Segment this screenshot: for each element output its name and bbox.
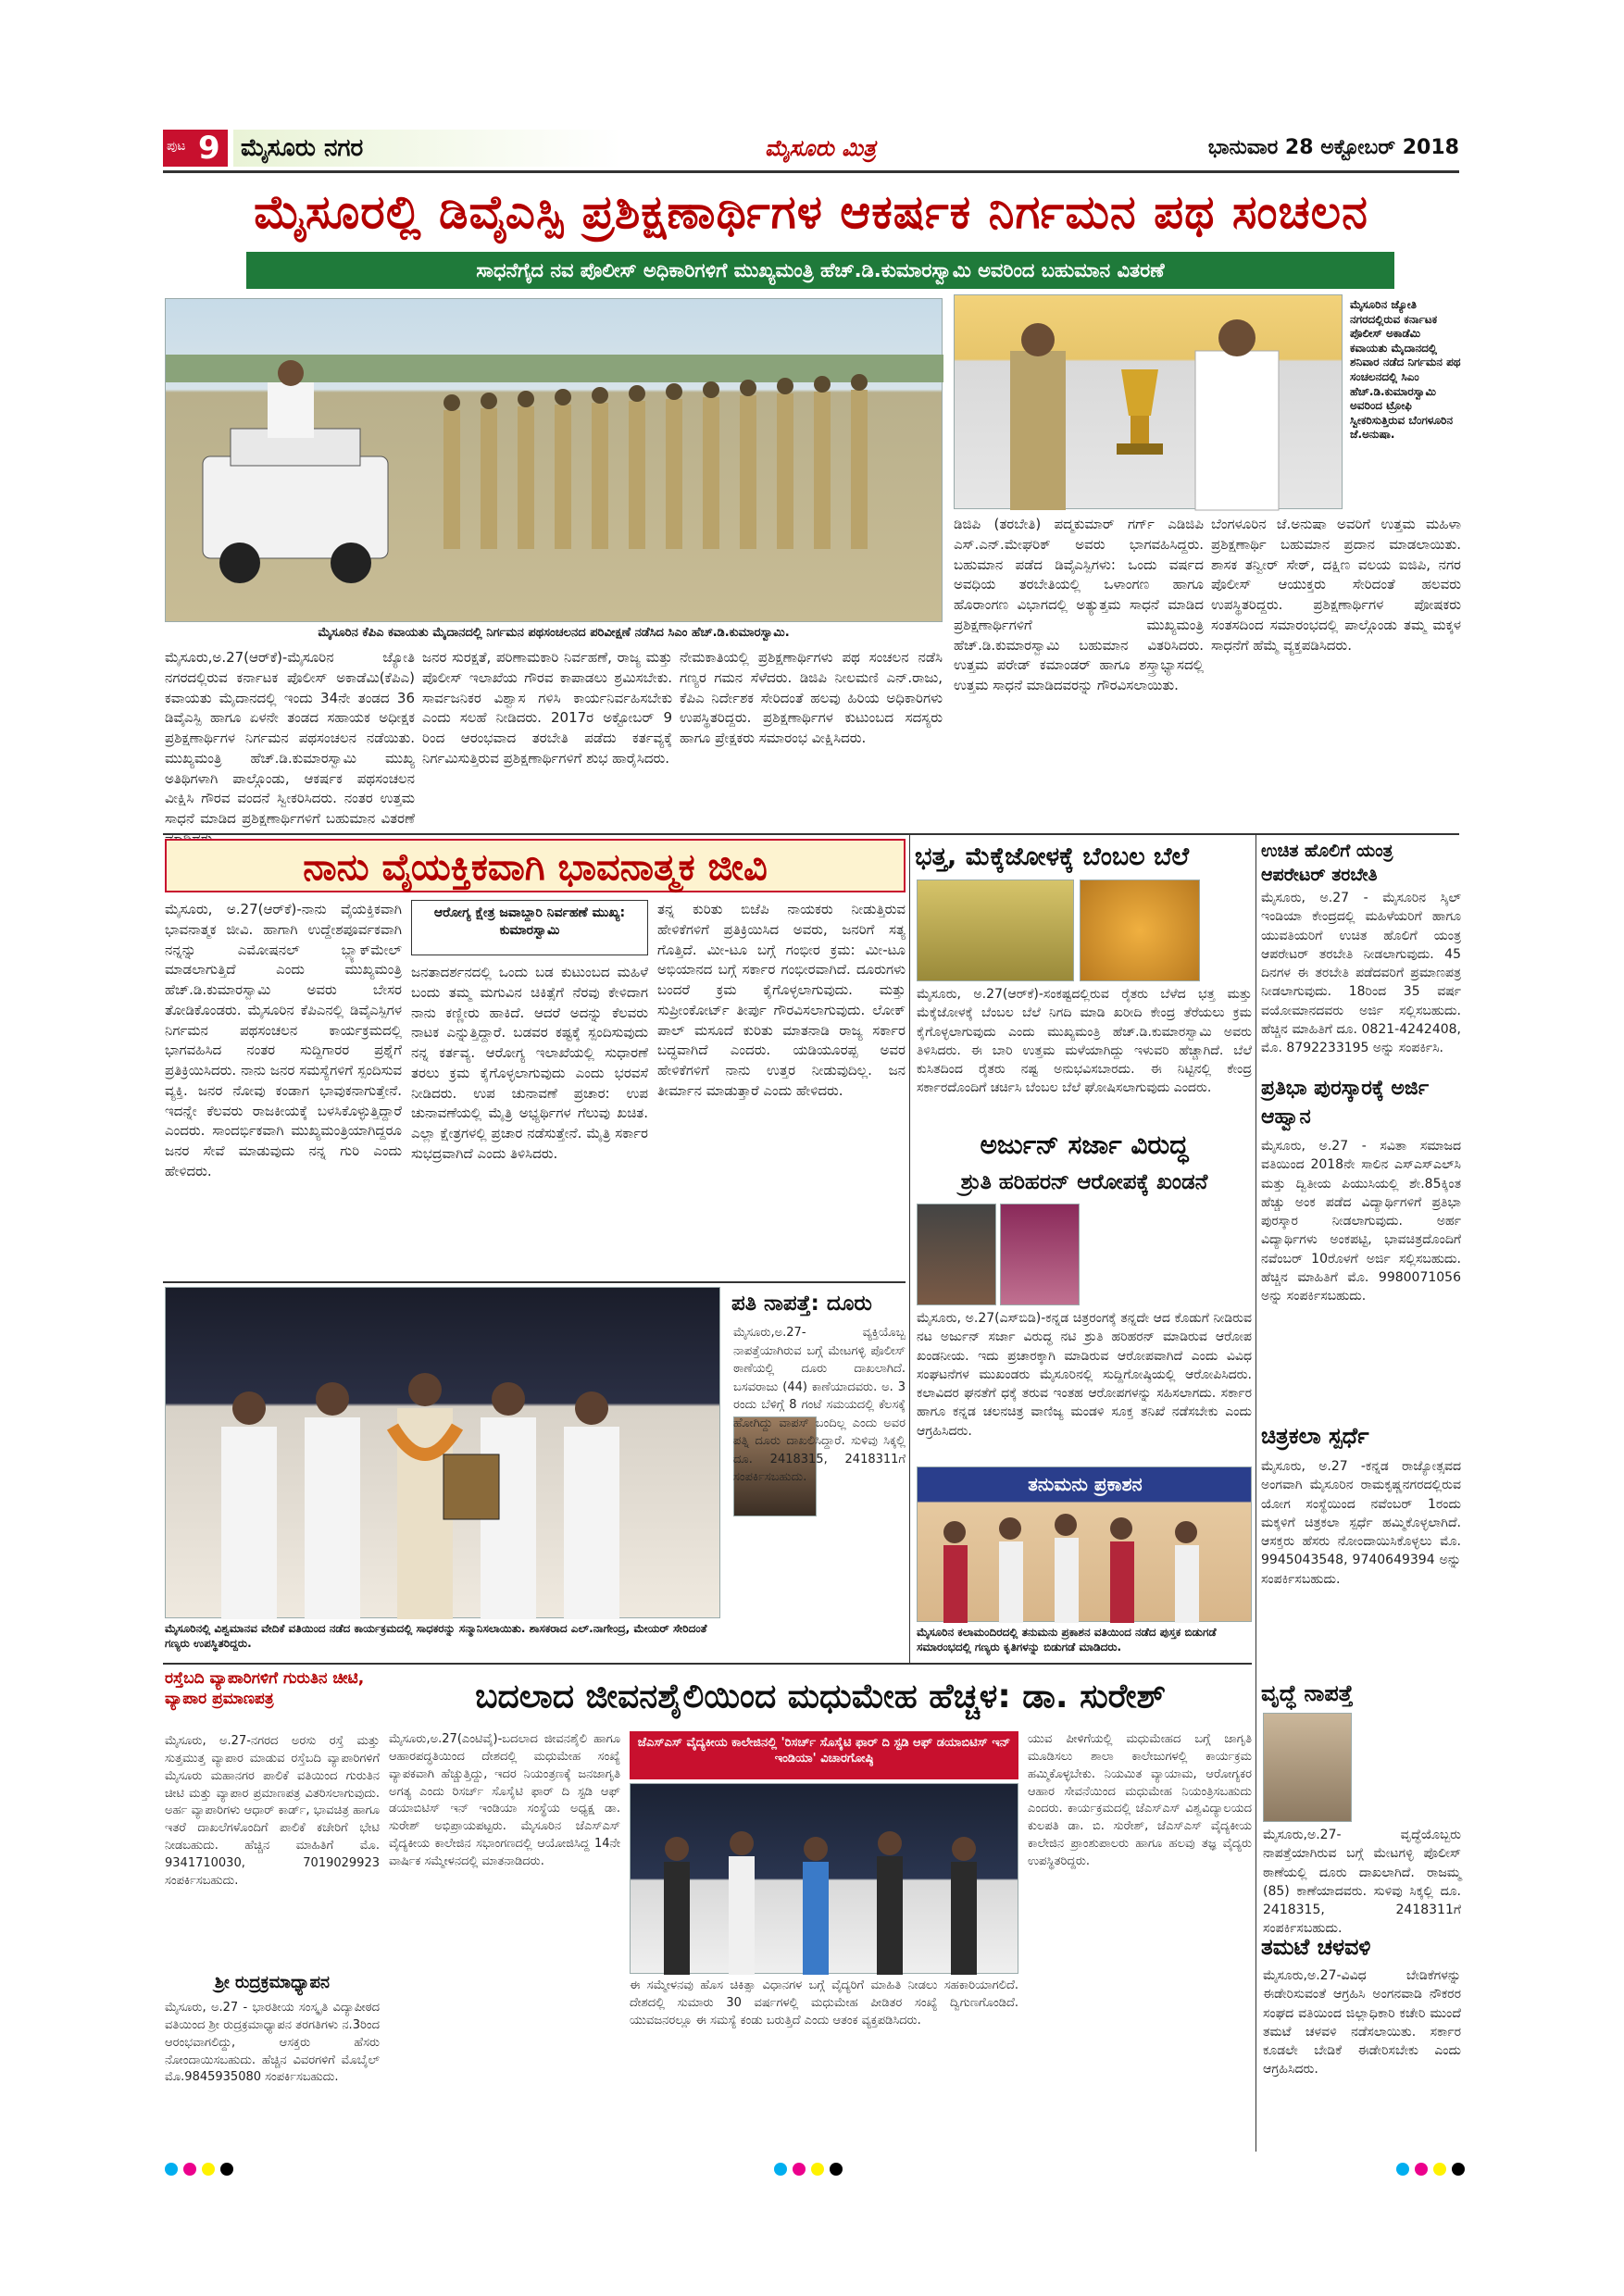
missing-husband-body: ಮೈಸೂರು,ಅ.27- ವ್ಯಕ್ತಿಯೊಬ್ಬ ನಾಪತ್ತೆಯಾಗಿರುವ ಬಗ್ಗೆ ಮೇಟಗಳ್ಳಿ ಪೊಲೀಸ್ ಠಾಣೆಯಲ್ಲಿ ದೂರು ದಾಖಲಾಗಿದೆ. ಬಸವರಾಜು (44) ಕಾಣೆಯಾದವರು. ಅ. 3 ರಂದು ಬೆಳಿಗ್ಗೆ 8 ಗಂಟೆ ಸಮಯದಲ್ಲಿ ಕೆಲಸಕ್ಕೆ ಹೋಗಿದ್ದು ವಾಪಸ್ ಬಂದಿಲ್ಲ ಎಂದು ಅವರ ಪತ್ನಿ ದೂರು ದಾಖಲಿಸಿದ್ದಾರೆ. ಸುಳಿವು ಸಿಕ್ಕಲ್ಲಿ ದೂ. 2418315, 2418311ಗೆ ಸಂಪರ್ಕಿಸಬಹುದು.: [733, 1326, 906, 1484]
parade-photo: [165, 298, 943, 622]
art-body: ಮೈಸೂರು, ಅ.27 -ಕನ್ನಡ ರಾಜ್ಯೋತ್ಸವದ ಅಂಗವಾಗಿ ಮೈಸೂರಿನ ರಾಮಕೃಷ್ಣನಗರದಲ್ಲಿರುವ ಯೋಗ ಸಂಸ್ಥೆಯಿಂದ ನವೆಂಬರ್ 1ರಂದು ಮಕ್ಕಳಿಗೆ ಚಿತ್ರಕಲಾ ಸ್ಪರ್ಧೆ ಹಮ್ಮಿಕೊಳ್ಳಲಾಗಿದೆ. ಆಸಕ್ತರು ಹೆಸರು ನೋಂದಾಯಿಸಿಕೊಳ್ಳಲು ಮೊ. 9945043548, 9740649394 ಅನ್ನು ಸಂಪರ್ಕಿಸಬಹುದು.: [1261, 1459, 1461, 1587]
book-release-illustration: [918, 1467, 1253, 1623]
emotional-body-right: ತನ್ನ ಕುರಿತು ಬಿಜೆಪಿ ನಾಯಕರು ನೀಡುತ್ತಿರುವ ಹೇಳಿಕೆಗಳಿಗೆ ಪ್ರತಿಕ್ರಿಯಿಸಿದ ಅವರು, ಜನರಿಗೆ ಸತ್ಯ ಗೊತ್ತಿದೆ. ಮೀ-ಟೂ ಬಗ್ಗೆ ಗಂಭೀರ ಕ್ರಮ: ಮೀ-ಟೂ ಅಭಿಯಾನದ ಬಗ್ಗೆ ಸರ್ಕಾರ ಗಂಭೀರವಾಗಿದೆ. ದೂರುಗಳು ಬಂದರೆ ಕ್ರಮ ಕೈಗೊಳ್ಳಲಾಗುವುದು. ಮತ್ತು ಸುಪ್ರೀಂಕೋರ್ಟ್ ತೀರ್ಪು ಗೌರವಿಸಲಾಗುವುದು. ಲೋಕ್ ಪಾಲ್ ಮಸೂದೆ ಕುರಿತು ಮಾತನಾಡಿ ರಾಜ್ಯ ಸರ್ಕಾರ ಬದ್ಧವಾಗಿದೆ ಎಂದರು. ಯಡಿಯೂರಪ್ಪ ಅವರ ಹೇಳಿಕೆಗಳಿಗೆ ನಾನು ಉತ್ತರ ನೀಡುವುದಿಲ್ಲ. ಜನ ತೀರ್ಮಾನ ಮಾಡುತ್ತಾರೆ ಎಂದು ಹೇಳಿದರು.: [657, 901, 906, 1099]
arjun-headline-2: ಶ್ರುತಿ ಹರಿಹರನ್ ಆರೋಪಕ್ಕೆ ಖಂಡನೆ: [960, 1170, 1208, 1194]
diabetes-illustration: [631, 1784, 1019, 1975]
registration-dot-yellow-center: [811, 2163, 824, 2176]
book-release-photo: [917, 1466, 1252, 1622]
arjun-headline-1: ಅರ್ಜುನ್ ಸರ್ಜಾ ವಿರುದ್ಧ: [980, 1129, 1189, 1160]
traders-body: ಮೈಸೂರು, ಅ.27-ನಗರದ ಅರಸು ರಸ್ತೆ ಮತ್ತು ಸುತ್ತಮುತ್ತ ವ್ಯಾಪಾರ ಮಾಡುವ ರಸ್ತೆಬದಿ ವ್ಯಾಪಾರಿಗಳಿಗೆ ಮೈಸೂರು ಮಹಾನಗರ ಪಾಲಿಕೆ ವತಿಯಿಂದ ಗುರುತಿನ ಚೀಟಿ ಮತ್ತು ವ್ಯಾಪಾರ ಪ್ರಮಾಣಪತ್ರ ವಿತರಿಸಲಾಗುವುದು. ಅರ್ಹ ವ್ಯಾಪಾರಿಗಳು ಆಧಾರ್ ಕಾರ್ಡ್, ಭಾವಚಿತ್ರ ಹಾಗೂ ಇತರೆ ದಾಖಲೆಗಳೊಂದಿಗೆ ಪಾಲಿಕೆ ಕಚೇರಿಗೆ ಭೇಟಿ ನೀಡಬಹುದು. ಹೆಚ್ಚಿನ ಮಾಹಿತಿಗೆ ಮೊ. 9341710030, 7019029923 ಸಂಪರ್ಕಿಸಬಹುದು.: [165, 1734, 380, 1888]
arjun-body: ಮೈಸೂರು, ಅ.27(ಎಸ್‌ಬಿಡಿ)-ಕನ್ನಡ ಚಿತ್ರರಂಗಕ್ಕೆ ತನ್ನದೇ ಆದ ಕೊಡುಗೆ ನೀಡಿರುವ ನಟ ಅರ್ಜುನ್ ಸರ್ಜಾ ವಿರುದ್ಧ ನಟಿ ಶ್ರುತಿ ಹರಿಹರನ್ ಮಾಡಿರುವ ಆರೋಪ ಖಂಡನೀಯ. ಇದು ಪ್ರಚಾರಕ್ಕಾಗಿ ಮಾಡಿರುವ ಆರೋಪವಾಗಿದೆ ಎಂದು ವಿವಿಧ ಸಂಘಟನೆಗಳ ಮುಖಂಡರು ಮೈಸೂರಿನಲ್ಲಿ ಸುದ್ದಿಗೋಷ್ಠಿಯಲ್ಲಿ ಆರೋಪಿಸಿದರು. ಕಲಾವಿದರ ಘನತೆಗೆ ಧಕ್ಕೆ ತರುವ ಇಂತಹ ಆರೋಪಗಳನ್ನು ಸಹಿಸಲಾಗದು. ಸರ್ಕಾರ ಹಾಗೂ ಕನ್ನಡ ಚಲನಚಿತ್ರ ವಾಣಿಜ್ಯ ಮಂಡಳಿ ಸೂಕ್ತ ತನಿಖೆ ನಡೆಸಬೇಕು ಎಂದು ಆಗ್ರಹಿಸಿದರು.: [917, 1311, 1252, 1439]
registration-dot-black: [220, 2163, 233, 2176]
elder-photo: [1263, 1713, 1352, 1822]
registration-dot-magenta-center: [793, 2163, 806, 2176]
section-divider-1: [163, 833, 1459, 835]
trophy-photo: [954, 294, 1343, 509]
lead-body-col-2: ಜನರ ಸುರಕ್ಷತೆ, ಪರಿಣಾಮಕಾರಿ ನಿರ್ವಹಣೆ, ರಾಜ್ಯ ಮತ್ತು ಪೊಲೀಸ್ ಇಲಾಖೆಯ ಗೌರವ ಕಾಪಾಡಲು ಶ್ರಮಿಸಬೇಕು. ಸಾರ್ವಜನಿಕರ ವಿಶ್ವಾಸ ಗಳಿಸಿ ಕಾರ್ಯನಿರ್ವಹಿಸಬೇಕು ಎಂದು ಸಲಹೆ ನೀಡಿದರು. 2017ರ ಅಕ್ಟೋಬರ್ 9 ರಿಂದ ಆರಂಭವಾದ ತರಬೇತಿ ಪಡೆದು ಕರ್ತವ್ಯಕ್ಕೆ ನಿರ್ಗಮಿಸುತ್ತಿರುವ ಪ್ರಶಿಕ್ಷಣಾರ್ಥಿಗಳಿಗೆ ಶುಭ ಹಾರೈಸಿದರು.: [422, 649, 672, 767]
registration-dot-cyan: [165, 2163, 178, 2176]
paddy-body: ಮೈಸೂರು, ಅ.27(ಆರ್‌ಕೆ)-ಸಂಕಷ್ಟದಲ್ಲಿರುವ ರೈತರು ಬೆಳೆದ ಭತ್ತ ಮತ್ತು ಮೆಕ್ಕೆಜೋಳಕ್ಕೆ ಬೆಂಬಲ ಬೆಲೆ ನಿಗದಿ ಮಾಡಿ ಖರೀದಿ ಕೇಂದ್ರ ತೆರೆಯಲು ಕ್ರಮ ಕೈಗೊಳ್ಳಲಾಗುವುದು ಎಂದು ಮುಖ್ಯಮಂತ್ರಿ ಹೆಚ್.ಡಿ.ಕುಮಾರಸ್ವಾಮಿ ಅವರು ತಿಳಿಸಿದರು. ಈ ಬಾರಿ ಉತ್ತಮ ಮಳೆಯಾಗಿದ್ದು ಇಳುವರಿ ಹೆಚ್ಚಾಗಿದೆ. ಬೆಲೆ ಕುಸಿತದಿಂದ ರೈತರು ನಷ್ಟ ಅನುಭವಿಸಬಾರದು. ಈ ನಿಟ್ಟಿನಲ್ಲಿ ಕೇಂದ್ರ ಸರ್ಕಾರದೊಂದಿಗೆ ಚರ್ಚಿಸಿ ಬೆಂಬಲ ಬೆಲೆ ಘೋಷಿಸಲಾಗುವುದು ಎಂದರು.: [917, 987, 1252, 1096]
emotional-subheading: ಆರೋಗ್ಯ ಕ್ಷೇತ್ರ ಜವಾಬ್ದಾರಿ ನಿರ್ವಹಣೆ ಮುಖ್ಯ: ಕುಮಾರಸ್ವಾಮಿ: [433, 905, 626, 938]
registration-dot-magenta: [183, 2163, 196, 2176]
shruti-photo: [1000, 1204, 1080, 1305]
diabetes-body-right: ಯುವ ಪೀಳಿಗೆಯಲ್ಲಿ ಮಧುಮೇಹದ ಬಗ್ಗೆ ಜಾಗೃತಿ ಮೂಡಿಸಲು ಶಾಲಾ ಕಾಲೇಜುಗಳಲ್ಲಿ ಕಾರ್ಯಕ್ರಮ ಹಮ್ಮಿಕೊಳ್ಳಬೇಕು. ನಿಯಮಿತ ವ್ಯಾಯಾಮ, ಆರೋಗ್ಯಕರ ಆಹಾರ ಸೇವನೆಯಿಂದ ಮಧುಮೇಹ ನಿಯಂತ್ರಿಸಬಹುದು ಎಂದರು. ಕಾರ್ಯಕ್ರಮದಲ್ಲಿ ಜೆಎಸ್‌ಎಸ್ ವಿಶ್ವವಿದ್ಯಾಲಯದ ಕುಲಪತಿ ಡಾ. ಬಿ. ಸುರೇಶ್, ಜೆಎಸ್‌ಎಸ್ ವೈದ್ಯಕೀಯ ಕಾಲೇಜಿನ ಪ್ರಾಂಶುಪಾಲರು ಹಾಗೂ ಹಲವು ತಜ್ಞ ವೈದ್ಯರು ಉಪಸ್ಥಿತರಿದ್ದರು.: [1028, 1732, 1252, 1868]
diabetes-banner: ಜೆಎಸ್‌ಎಸ್ ವೈದ್ಯಕೀಯ ಕಾಲೇಜಿನಲ್ಲಿ 'ರಿಸರ್ಚ್ ಸೊಸೈಟಿ ಫಾರ್ ದಿ ಸ್ಟಡಿ ಆಫ್ ಡಯಾಬಿಟಿಸ್ ಇನ್ ಇಂಡಿಯಾ' ವಿಚಾರಗೋಷ್ಠಿ: [630, 1731, 1018, 1779]
lead-body-col-4: ಡಿಜಿಪಿ (ತರಬೇತಿ) ಪದ್ಮಕುಮಾರ್ ಗರ್ಗ್ ಎಡಿಜಿಪಿ ಎಸ್.ಎನ್.ಮೇಘರಿಕ್ ಅವರು ಭಾಗವಹಿಸಿದ್ದರು. ಬಹುಮಾನ ಪಡೆದ ಡಿವೈಎಸ್ಪಿಗಳು: ಒಂದು ವರ್ಷದ ಅವಧಿಯ ತರಬೇತಿಯಲ್ಲಿ ಒಳಾಂಗಣ ಹಾಗೂ ಹೊರಾಂಗಣ ವಿಭಾಗದಲ್ಲಿ ಅತ್ಯುತ್ತಮ ಸಾಧನೆ ಮಾಡಿದ ಪ್ರಶಿಕ್ಷಣಾರ್ಥಿಗಳಿಗೆ ಮುಖ್ಯಮಂತ್ರಿ ಹೆಚ್.ಡಿ.ಕುಮಾರಸ್ವಾಮಿ ಬಹುಮಾನ ವಿತರಿಸಿದರು. ಉತ್ತಮ ಪರೇಡ್ ಕಮಾಂಡರ್ ಹಾಗೂ ಶಸ್ತ್ರಾಭ್ಯಾಸದಲ್ಲಿ ಉತ್ತಮ ಸಾಧನೆ ಮಾಡಿದವರನ್ನು ಗೌರವಿಸಲಾಯಿತು.: [954, 516, 1204, 693]
trophy-illustration: [955, 295, 1343, 510]
lead-body-col-1: ಮೈಸೂರು,ಅ.27(ಆರ್‌ಕೆ)-ಮೈಸೂರಿನ ಜ್ಯೋತಿ ನಗರದಲ್ಲಿರುವ ಕರ್ನಾಟಕ ಪೊಲೀಸ್ ಅಕಾಡೆಮಿ(ಕೆಪಿಎ) ಕವಾಯತು ಮೈದಾನದಲ್ಲಿ ಇಂದು 34ನೇ ತಂಡದ 36 ಡಿವೈಎಸ್ಪಿ ಹಾಗೂ ಏಳನೇ ತಂಡದ ಸಹಾಯಕ ಅಧೀಕ್ಷಕ ಪ್ರಶಿಕ್ಷಣಾರ್ಥಿಗಳ ನಿರ್ಗಮನ ಪಥಸಂಚಲನ ನಡೆಯಿತು. ಮುಖ್ಯಮಂತ್ರಿ ಹೆಚ್.ಡಿ.ಕುಮಾರಸ್ವಾಮಿ ಮುಖ್ಯ ಅತಿಥಿಗಳಾಗಿ ಪಾಲ್ಗೊಂಡು, ಆಕರ್ಷಕ ಪಥಸಂಚಲನ ವೀಕ್ಷಿಸಿ ಗೌರವ ವಂದನೆ ಸ್ವೀಕರಿಸಿದರು. ನಂತರ ಉತ್ತಮ ಸಾಧನೆ ಮಾಡಿದ ಪ್ರಶಿಕ್ಷಣಾರ್ಥಿಗಳಿಗೆ ಬಹುಮಾನ ವಿತರಣೆ: [165, 649, 415, 827]
registration-dot-yellow: [202, 2163, 215, 2176]
emotional-headline: ನಾನು ವೈಯಕ್ತಿಕವಾಗಿ ಭಾವನಾತ್ಮಕ ಜೀವಿ: [165, 839, 906, 892]
missing-husband-headline: ಪತಿ ನಾಪತ್ತೆ: ದೂರು: [731, 1292, 872, 1316]
page-date: ಭಾನುವಾರ 28 ಅಕ್ಟೋಬರ್ 2018: [1207, 136, 1459, 159]
traders-headline: ರಸ್ತೆಬದಿ ವ್ಯಾಪಾರಿಗಳಿಗೆ ಗುರುತಿನ ಚೀಟಿ, ವ್ಯಾಪಾರ ಪ್ರಮಾಣಪತ್ರ: [165, 1669, 365, 1709]
lead-body-col-3: ನೇಮಕಾತಿಯಲ್ಲಿ ಪ್ರಶಿಕ್ಷಣಾರ್ಥಿಗಳು ಪಥ ಸಂಚಲನ ನಡೆಸಿ ಗಣ್ಯರ ಗಮನ ಸೆಳೆದರು. ಡಿಜಿಪಿ ನೀಲಮಣಿ ಎನ್.ರಾಜು, ಕೆಪಿಎ ನಿರ್ದೇಶಕ ಸೇರಿದಂತೆ ಹಲವು ಹಿರಿಯ ಅಧಿಕಾರಿಗಳು ಉಪಸ್ಥಿತರಿದ್ದರು. ಪ್ರಶಿಕ್ಷಣಾರ್ಥಿಗಳ ಕುಟುಂಬದ ಸದಸ್ಯರು ಹಾಗೂ ಪ್ರೇಕ್ಷಕರು ಸಮಾರಂಭ ವೀಕ್ಷಿಸಿದರು.: [680, 649, 943, 746]
page-number: 9: [198, 130, 220, 167]
diabetes-photo: [630, 1783, 1018, 1974]
page-number-box: [163, 130, 228, 167]
emotional-body-mid: ಜನತಾದರ್ಶನದಲ್ಲಿ ಒಂದು ಬಡ ಕುಟುಂಬದ ಮಹಿಳೆ ಬಂದು ತಮ್ಮ ಮಗುವಿನ ಚಿಕಿತ್ಸೆಗೆ ನೆರವು ಕೇಳಿದಾಗ ನಾನು ಕಣ್ಣೀರು ಹಾಕಿದೆ. ಆದರೆ ಅದನ್ನು ಕೆಲವರು ನಾಟಕ ಎನ್ನುತ್ತಿದ್ದಾರೆ. ಬಡವರ ಕಷ್ಟಕ್ಕೆ ಸ್ಪಂದಿಸುವುದು ನನ್ನ ಕರ್ತವ್ಯ. ಆರೋಗ್ಯ ಇಲಾಖೆಯಲ್ಲಿ ಸುಧಾರಣೆ ತರಲು ಕ್ರಮ ಕೈಗೊಳ್ಳಲಾಗುವುದು ಎಂದು ಭರವಸೆ ನೀಡಿದರು. ಉಪ ಚುನಾವಣೆ ಪ್ರಚಾರ: ಉಪ ಚುನಾವಣೆಯಲ್ಲಿ ಮೈತ್ರಿ ಅಭ್ಯರ್ಥಿಗಳ ಗೆಲುವು ಖಚಿತ. ಎಲ್ಲಾ ಕ್ಷೇತ್ರಗಳಲ್ಲಿ ಪ್ರಚಾರ ನಡೆಸುತ್ತೇನೆ. ಮೈತ್ರಿ ಸರ್ಕಾರ ಸುಭದ್ರವಾಗಿದೆ ಎಂದು ತಿಳಿಸಿದರು.: [411, 964, 648, 1162]
diabetes-body-left: ಮೈಸೂರು,ಅ.27(ಎಂಟಿವೈ)-ಬದಲಾದ ಜೀವನಶೈಲಿ ಹಾಗೂ ಆಹಾರಪದ್ಧತಿಯಿಂದ ದೇಶದಲ್ಲಿ ಮಧುಮೇಹ ಸಂಖ್ಯೆ ವ್ಯಾಪಕವಾಗಿ ಹೆಚ್ಚುತ್ತಿದ್ದು, ಇದರ ನಿಯಂತ್ರಣಕ್ಕೆ ಜನಜಾಗೃತಿ ಅಗತ್ಯ ಎಂದು ರಿಸರ್ಚ್ ಸೊಸೈಟಿ ಫಾರ್ ದಿ ಸ್ಟಡಿ ಆಫ್ ಡಯಾಬಿಟಿಸ್ ಇನ್ ಇಂಡಿಯಾ ಸಂಸ್ಥೆಯ ಅಧ್ಯಕ್ಷ ಡಾ. ಸುರೇಶ್ ಅಭಿಪ್ರಾಯಪಟ್ಟರು. ಮೈಸೂರಿನ ಜೆಎಸ್‌ಎಸ್ ವೈದ್ಯಕೀಯ ಕಾಲೇಜಿನ ಸಭಾಂಗಣದಲ್ಲಿ ಆಯೋಜಿಸಿದ್ದ 14ನೇ ವಾರ್ಷಿಕ ಸಮ್ಮೇಳನದಲ್ಲಿ ಮಾತನಾಡಿದರು.: [389, 1732, 620, 1868]
award-body: ಮೈಸೂರು, ಅ.27 - ಸವಿತಾ ಸಮಾಜದ ವತಿಯಿಂದ 2018ನೇ ಸಾಲಿನ ಎಸ್‌ಎಸ್‌ಎಲ್‌ಸಿ ಮತ್ತು ದ್ವಿತೀಯ ಪಿಯುಸಿಯಲ್ಲಿ ಶೇ.85ಕ್ಕಿಂತ ಹೆಚ್ಚು ಅಂಕ ಪಡೆದ ವಿದ್ಯಾರ್ಥಿಗಳಿಗೆ ಪ್ರತಿಭಾ ಪುರಸ್ಕಾರ ನೀಡಲಾಗುವುದು. ಅರ್ಹ ವಿದ್ಯಾರ್ಥಿಗಳು ಅಂಕಪಟ್ಟಿ, ಭಾವಚಿತ್ರದೊಂದಿಗೆ ನವೆಂಬರ್ 10ರೊಳಗೆ ಅರ್ಜಿ ಸಲ್ಲಿಸಬಹುದು. ಹೆಚ್ಚಿನ ಮಾಹಿತಿಗೆ ಮೊ. 9980071056 ಅನ್ನು ಸಂಪರ್ಕಿಸಬಹುದು.: [1261, 1139, 1461, 1304]
section-divider-2: [163, 1281, 906, 1283]
registration-dot-black-right: [1452, 2163, 1465, 2176]
lead-subhead: ಸಾಧನೆಗೈದ ನವ ಪೊಲೀಸ್ ಅಧಿಕಾರಿಗಳಿಗೆ ಮುಖ್ಯಮಂತ್ರಿ ಹೆಚ್.ಡಿ.ಕುಮಾರಸ್ವಾಮಿ ಅವರಿಂದ ಬಹುಮಾನ ವಿತರಣೆ: [246, 252, 1394, 289]
rudra-headline: ಶ್ರೀ ರುದ್ರಕ್ರಮಾಧ್ಯಾಪನ: [214, 1973, 331, 1992]
book-release-banner: ತನುಮನು ಪ್ರಕಾಶನ: [1028, 1473, 1143, 1495]
tomato-body: ಮೈಸೂರು,ಅ.27-ವಿವಿಧ ಬೇಡಿಕೆಗಳನ್ನು ಈಡೇರಿಸುವಂತೆ ಆಗ್ರಹಿಸಿ ಅಂಗನವಾಡಿ ನೌಕರರ ಸಂಘದ ವತಿಯಿಂದ ಜಿಲ್ಲಾಧಿಕಾರಿ ಕಚೇರಿ ಮುಂದೆ ತಮಟೆ ಚಳವಳಿ ನಡೆಸಲಾಯಿತು. ಸರ್ಕಾರ ಕೂಡಲೇ ಬೇಡಿಕೆ ಈಡೇರಿಸಬೇಕು ಎಂದು ಆಗ್ರಹಿಸಿದರು.: [1263, 1968, 1461, 2078]
registration-dot-magenta-right: [1415, 2163, 1428, 2176]
emotional-subheading-box: [411, 900, 648, 955]
maize-photo: [1080, 880, 1200, 981]
rudra-body: ಮೈಸೂರು, ಅ.27 - ಭಾರತೀಯ ಸಂಸ್ಕೃತಿ ವಿದ್ಯಾಪೀಠದ ವತಿಯಿಂದ ಶ್ರೀ ರುದ್ರಕ್ರಮಾಧ್ಯಾಪನ ತರಗತಿಗಳು ನ.3ರಿಂದ ಆರಂಭವಾಗಲಿದ್ದು, ಆಸಕ್ತರು ಹೆಸರು ನೋಂದಾಯಿಸಬಹುದು. ಹೆಚ್ಚಿನ ವಿವರಗಳಿಗೆ ಮೊಬೈಲ್ ಮೊ.9845935080 ಸಂಪರ್ಕಿಸಬಹುದು.: [165, 2001, 380, 2085]
registration-dot-yellow-right: [1433, 2163, 1446, 2176]
trophy-photo-caption: ಮೈಸೂರಿನ ಜ್ಯೋತಿ ನಗರದಲ್ಲಿರುವ ಕರ್ನಾಟಕ ಪೊಲೀಸ್ ಅಕಾಡೆಮಿ ಕವಾಯತು ಮೈದಾನದಲ್ಲಿ ಶನಿವಾರ ನಡೆದ ನಿರ್ಗಮನ ಪಥ ಸಂಚಲನದಲ್ಲಿ ಸಿಎಂ ಹೆಚ್.ಡಿ.ಕುಮಾರಸ್ವಾಮಿ ಅವರಿಂದ ಟ್ರೋಫಿ ಸ್ವೀಕರಿಸುತ್ತಿರುವ ಬೆಂಗಳೂರಿನ ಜೆ.ಅನುಷಾ.: [1350, 298, 1461, 442]
felicitation-photo: [165, 1287, 720, 1618]
masthead: [163, 130, 1459, 170]
page-label: ಪುಟ: [167, 139, 186, 154]
column-rule-mid: [909, 835, 910, 1663]
parade-illustration: [166, 299, 943, 623]
elder-body: ಮೈಸೂರು,ಅ.27- ವೃದ್ಧೆಯೊಬ್ಬರು ನಾಪತ್ತೆಯಾಗಿರುವ ಬಗ್ಗೆ ಮೇಟಗಳ್ಳಿ ಪೊಲೀಸ್ ಠಾಣೆಯಲ್ಲಿ ದೂರು ದಾಖಲಾಗಿದೆ. ರಾಜಮ್ಮ (85) ಕಾಣೆಯಾದವರು. ಸುಳಿವು ಸಿಕ್ಕಲ್ಲಿ ದೂ. 2418315, 2418311ಗೆ ಸಂಪರ್ಕಿಸಬಹುದು.: [1263, 1828, 1461, 1937]
registration-dot-cyan-right: [1396, 2163, 1409, 2176]
parade-photo-caption: ಮೈಸೂರಿನ ಕೆಪಿಎ ಕವಾಯತು ಮೈದಾನದಲ್ಲಿ ನಿರ್ಗಮನ ಪಥಸಂಚಲನದ ಪರಿವೀಕ್ಷಣೆ ನಡೆಸಿದ ಸಿಎಂ ಹೆಚ್.ಡಿ.ಕುಮಾರಸ್ವಾಮಿ.: [318, 626, 790, 640]
column-rule-right: [1255, 835, 1256, 2152]
lead-headline: ಮೈಸೂರಲ್ಲಿ ಡಿವೈಎಸ್ಪಿ ಪ್ರಶಿಕ್ಷಣಾರ್ಥಿಗಳ ಆಕರ್ಷಕ ನಿರ್ಗಮನ ಪಥ ಸಂಚಲನ: [254, 185, 1368, 239]
operator-headline: ಉಚಿತ ಹೊಲಿಗೆ ಯಂತ್ರ ಆಪರೇಟರ್ ತರಬೇತಿ: [1261, 841, 1393, 885]
felicitation-caption: ಮೈಸೂರಿನಲ್ಲಿ ವಿಶ್ವಮಾನವ ವೇದಿಕೆ ವತಿಯಿಂದ ನಡೆದ ಕಾರ್ಯಕ್ರಮದಲ್ಲಿ ಸಾಧಕರನ್ನು ಸನ್ಮಾನಿಸಲಾಯಿತು. ಶಾಸಕರಾದ ಎಲ್.ನಾಗೇಂದ್ರ, ಮೇಯರ್ ಸೇರಿದಂತೆ ಗಣ್ಯರು ಉಪಸ್ಥಿತರಿದ್ದರು.: [165, 1622, 707, 1650]
award-headline: ಪ್ರತಿಭಾ ಪುರಸ್ಕಾರಕ್ಕೆ ಅರ್ಜಿ ಆಹ್ವಾನ: [1261, 1077, 1430, 1129]
arjun-photo: [917, 1204, 996, 1305]
tomato-headline: ತಮಟೆ ಚಳವಳಿ: [1261, 1934, 1371, 1960]
masthead-rule: [163, 170, 1459, 173]
diabetes-body-mid: ಈ ಸಮ್ಮೇಳನವು ಹೊಸ ಚಿಕಿತ್ಸಾ ವಿಧಾನಗಳ ಬಗ್ಗೆ ವೈದ್ಯರಿಗೆ ಮಾಹಿತಿ ನೀಡಲು ಸಹಕಾರಿಯಾಗಲಿದೆ. ದೇಶದಲ್ಲಿ ಸುಮಾರು 30 ವರ್ಷಗಳಲ್ಲಿ ಮಧುಮೇಹ ಪೀಡಿತರ ಸಂಖ್ಯೆ ದ್ವಿಗುಣಗೊಂಡಿದೆ. ಯುವಜನರಲ್ಲೂ ಈ ಸಮಸ್ಯೆ ಕಂಡು ಬರುತ್ತಿದೆ ಎಂದು ಆತಂಕ ವ್ಯಕ್ತಪಡಿಸಿದರು.: [630, 1978, 1018, 2028]
registration-dot-cyan-center: [774, 2163, 787, 2176]
emotional-body-left: ಮೈಸೂರು, ಅ.27(ಆರ್‌ಕೆ)-ನಾನು ವೈಯಕ್ತಿಕವಾಗಿ ಭಾವನಾತ್ಮಕ ಜೀವಿ. ಹಾಗಾಗಿ ಉದ್ದೇಶಪೂರ್ವಕವಾಗಿ ನನ್ನನ್ನು ಎಮೋಷನಲ್ ಬ್ಲ್ಯಾಕ್‌ಮೇಲ್ ಮಾಡಲಾಗುತ್ತಿದೆ ಎಂದು ಮುಖ್ಯಮಂತ್ರಿ ಹೆಚ್.ಡಿ.ಕುಮಾರಸ್ವಾಮಿ ಅವರು ಬೇಸರ ತೋಡಿಕೊಂಡರು. ಮೈಸೂರಿನ ಕೆಪಿಎನಲ್ಲಿ ಡಿವೈಎಸ್ಪಿಗಳ ನಿರ್ಗಮನ ಪಥಸಂಚಲನ ಕಾರ್ಯಕ್ರಮದಲ್ಲಿ ಭಾಗವಹಿಸಿದ ನಂತರ ಸುದ್ದಿಗಾರರ ಪ್ರಶ್ನೆಗೆ ಪ್ರತಿಕ್ರಿಯಿಸಿದರು. ನಾನು ಜನರ ಸಮಸ್ಯೆಗಳಿಗೆ ಸ್ಪಂದಿಸುವ ವ್ಯಕ್ತಿ. ಜನರ ನೋವು ಕಂಡಾಗ ಭಾವುಕನಾಗುತ್ತೇನೆ. ಇದನ್ನೇ ಕೆಲವರು ರಾಜಕೀಯಕ್ಕೆ ಬಳಸಿಕೊಳ್ಳುತ್ತಿದ್ದಾರೆ ಎಂದರು. ಸಾಂದರ್ಭಿಕವಾಗಿ ಮುಖ್ಯಮಂತ್ರಿಯಾಗಿದ್ದರೂ ಜನರ ಸೇವೆ ಮಾಡುವುದು ನನ್ನ ಗುರಿ ಎಂದು ಹೇಳಿದರು.: [165, 901, 402, 1179]
paper-name: ಮೈಸೂರು ಮಿತ್ರ: [765, 135, 876, 161]
art-headline: ಚಿತ್ರಕಲಾ ಸ್ಪರ್ಧೆ: [1261, 1423, 1369, 1449]
elder-headline: ವೃದ್ಧೆ ನಾಪತ್ತೆ: [1261, 1680, 1354, 1706]
paddy-headline: ಭತ್ತ, ಮೆಕ್ಕೆಜೋಳಕ್ಕೆ ಬೆಂಬಲ ಬೆಲೆ: [915, 842, 1190, 871]
paddy-photo: [917, 880, 1074, 981]
lead-body-col-5: ಬೆಂಗಳೂರಿನ ಜೆ.ಅನುಷಾ ಅವರಿಗೆ ಉತ್ತಮ ಮಹಿಳಾ ಪ್ರಶಿಕ್ಷಣಾರ್ಥಿ ಬಹುಮಾನ ಪ್ರದಾನ ಮಾಡಲಾಯಿತು. ಶಾಸಕ ತನ್ವೀರ್ ಸೇಠ್, ದಕ್ಷಿಣ ವಲಯ ಐಜಿಪಿ, ನಗರ ಪೊಲೀಸ್ ಆಯುಕ್ತರು ಸೇರಿದಂತೆ ಹಲವರು ಉಪಸ್ಥಿತರಿದ್ದರು. ಪ್ರಶಿಕ್ಷಣಾರ್ಥಿಗಳ ಪೋಷಕರು ಸಂತಸದಿಂದ ಸಮಾರಂಭದಲ್ಲಿ ಪಾಲ್ಗೊಂಡು ತಮ್ಮ ಮಕ್ಕಳ ಸಾಧನೆಗೆ ಹೆಮ್ಮೆ ವ್ಯಕ್ತಪಡಿಸಿದರು.: [1211, 516, 1461, 654]
felicitation-illustration: [166, 1288, 721, 1619]
operator-body: ಮೈಸೂರು, ಅ.27 - ಮೈಸೂರಿನ ಸ್ಕಿಲ್ ಇಂಡಿಯಾ ಕೇಂದ್ರದಲ್ಲಿ ಮಹಿಳೆಯರಿಗೆ ಹಾಗೂ ಯುವತಿಯರಿಗೆ ಉಚಿತ ಹೊಲಿಗೆ ಯಂತ್ರ ಆಪರೇಟರ್ ತರಬೇತಿ ನೀಡಲಾಗುವುದು. 45 ದಿನಗಳ ಈ ತರಬೇತಿ ಪಡೆದವರಿಗೆ ಪ್ರಮಾಣಪತ್ರ ನೀಡಲಾಗುವುದು. 18ರಿಂದ 35 ವರ್ಷ ವಯೋಮಾನದವರು ಅರ್ಜಿ ಸಲ್ಲಿಸಬಹುದು. ಹೆಚ್ಚಿನ ಮಾಹಿತಿಗೆ ದೂ. 0821-4242408, ಮೊ. 8792233195 ಅನ್ನು ಸಂಪರ್ಕಿಸಿ.: [1261, 891, 1461, 1056]
section-divider-3: [163, 1663, 1252, 1665]
registration-dot-black-center: [830, 2163, 843, 2176]
book-release-caption: ಮೈಸೂರಿನ ಕಲಾಮಂದಿರದಲ್ಲಿ ತನುಮನು ಪ್ರಕಾಶನ ವತಿಯಿಂದ ನಡೆದ ಪುಸ್ತಕ ಬಿಡುಗಡೆ ಸಮಾರಂಭದಲ್ಲಿ ಗಣ್ಯರು ಕೃತಿಗಳನ್ನು ಬಿಡುಗಡೆ ಮಾಡಿದರು.: [917, 1626, 1217, 1653]
section-title: ಮೈಸೂರು ನಗರ: [233, 130, 622, 167]
diabetes-headline: ಬದಲಾದ ಜೀವನಶೈಲಿಯಿಂದ ಮಧುಮೇಹ ಹೆಚ್ಚಳ: ಡಾ. ಸುರೇಶ್: [475, 1678, 1166, 1716]
